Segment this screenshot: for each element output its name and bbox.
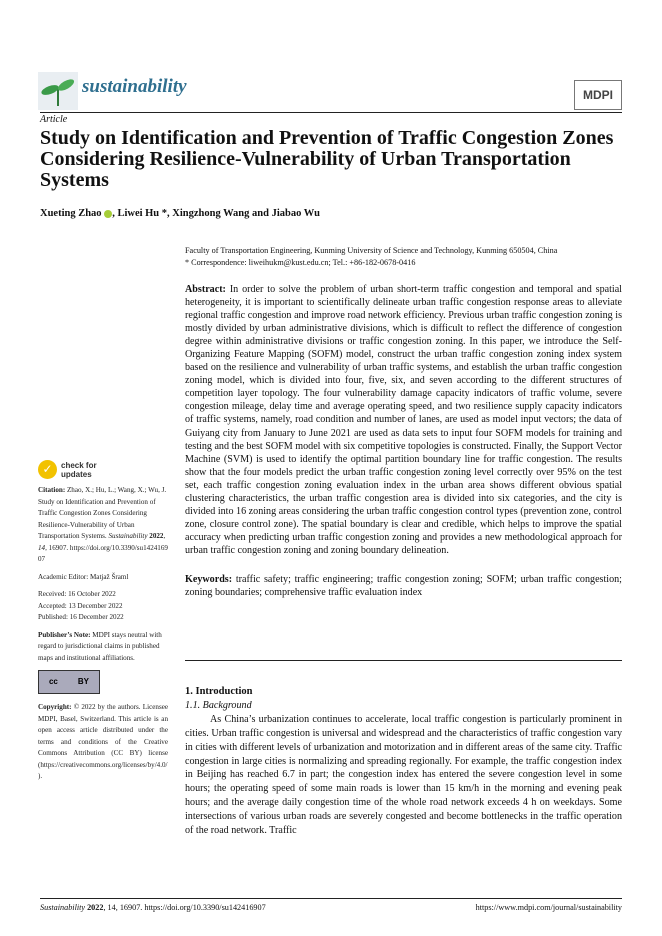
paper-title: Study on Identification and Prevention of Traffic Congestion Zones Considering Resilience-Vulnerability of Urban Transportation Systems (40, 127, 614, 191)
keywords (185, 573, 622, 599)
footer-citation (40, 903, 266, 912)
note-label: Publisher’s Note: (38, 630, 91, 639)
footer-doi[interactable]: , 14, 16907. https://doi.org/10.3390/su142416907 (103, 903, 266, 912)
keywords-text: traffic safety; traffic engineering; traffic congestion zoning; SOFM; urban traffic congestion; zoning boundaries; comprehensive traffic evaluation index (185, 573, 622, 599)
introduction-section (185, 685, 622, 838)
affiliation-block (185, 245, 557, 269)
checkmark-icon: ✓ (38, 460, 57, 479)
footer-journal: Sustainability (40, 903, 86, 912)
note-text: MDPI stays neutral with regard to jurisdictional claims in published maps and institutional affiliations. (38, 630, 162, 662)
cc-by-license-icon[interactable] (38, 670, 100, 694)
check-updates-line2: updates (61, 469, 92, 479)
abstract-text: In order to solve the problem of urban short-term traffic congestion and temporal and spatial heterogeneity, it is important to scientifically delineate urban traffic congestion response areas to alleviate regional traffic congestion and improve road network efficiency. Previous urban traffic congestion zoning is mostly divided by urban administrative divisions, which is difficult to reflect the difference of congestion degree within administrative divisions or traffic congestion zoning. In this paper, we introduce the Self-Organizing Feature Mapping (SOFM) model, construct the urban traffic congestion zoning index system based on the resilience and vulnerability of urban traffic systems, and establish the urban traffic congestion zoning model, which is divided into four, five, six, and seven according to the different structures of competition layer topology. The four vulnerability damage capacity indicators of traffic volume, severe congestion mileage, delay time and average operating speed, and two resilience supply capacity indicators of traffic systems, namely, road condition and number of lanes, are used as model input vectors; the data of Guiyang city from January to June 2021 are used as data sets to input four SOFM models for training and testing and the best SOFM model with six competitive topologies is constructed. Finally, the Support Vector Machine (SVM) is used to identify the optimal partition boundary line for traffic congestion. The results show that the four models predict the urban traffic congestion zoning level correctly over 95% on the test set, each traffic congestion zoning evaluation index in the urban area shows different obvious spatial clustering characteristics, the urban traffic congestion area is divided into six categories, and the city is divided into 16 zoning areas considering the urban traffic congestion control types (prevention zone, control zone, closure control zone). The spatial boundary is clear and credible, which helps to improve the spatial accuracy when predicting urban traffic congestion zoning and provides a new methodological approach for urban traffic congestion zoning and zoning boundary delineation. (185, 284, 622, 556)
published-date: Published: 16 December 2022 (38, 613, 124, 621)
by-text: BY (77, 677, 89, 687)
author-first: Xueting Zhao (40, 208, 102, 219)
footer-journal-url[interactable]: https://www.mdpi.com/journal/sustainability (475, 903, 622, 912)
cc-text: cc (48, 677, 58, 687)
keywords-label: Keywords: (185, 573, 233, 585)
body-paragraph: As China’s urbanization continues to accelerate, local traffic congestion is particularly prominent in cities. Urban traffic congestion is universal and widespread and the characteristics of traffic congestion vary in cities with different levels of urbanization and motorization and in different areas of the same city. Traffic congestion in large cities is normalizing and spreading regionally. For example, the traffic congestion index in Beijing has reached 6.7 in part; the congestion index has entered the severe congestion level in some hours; the operating speed of some main roads is lower than 15 km/h in the morning and evening peak hours; and the average daily congestion time of the whole road network exceeds 4 h on weekdays. Some intersections of various urban roads are severely congested and become bottlenecks in the traffic operation of the road network. Traffic (185, 713, 622, 837)
footer-year: 2022 (87, 903, 104, 912)
citation-text: Zhao, X.; Hu, L.; Wang, X.; Wu, J. Study on Identification and Prevention of Traffic Congestion Zones Considering Resilience-Vulnerability of Urban Transportation Systems. (38, 486, 167, 540)
check-for-updates-button[interactable] (38, 460, 168, 479)
journal-name: sustainability (82, 76, 187, 97)
affiliation: Faculty of Transportation Engineering, Kunming University of Science and Technology, Kunming 650504, China (185, 246, 558, 255)
copyright-text: © 2022 by the authors. Licensee MDPI, Basel, Switzerland. This article is an open access article distributed under the terms and conditions of the Creative Commons Attribution (CC BY) license (https://creativecommons.org/licenses/by/4.0/). (38, 703, 168, 780)
mdpi-logo: MDPI (574, 80, 622, 110)
correspondence: * Correspondence: liweihukm@kust.edu.cn; Tel.: +86-182-0678-0416 (185, 258, 416, 267)
citation-year: 2022 (149, 532, 164, 540)
sidebar (38, 460, 168, 789)
abstract-label: Abstract: (185, 284, 226, 295)
orcid-icon[interactable] (104, 210, 112, 218)
section-heading: 1. Introduction (185, 686, 253, 697)
article-type: Article (40, 114, 68, 125)
citation (38, 485, 168, 566)
citation-journal: Sustainability (108, 532, 148, 540)
academic-editor: Academic Editor: Matjaž Šraml (38, 572, 129, 581)
footer-divider (40, 898, 622, 899)
received-date: Received: 16 October 2022 (38, 590, 116, 598)
section-divider (185, 660, 622, 661)
author-list (40, 207, 320, 220)
abstract-block (185, 283, 622, 599)
citation-volume: , 14 (38, 532, 166, 552)
copyright (38, 702, 168, 783)
copyright-label: Copyright: (38, 703, 72, 711)
header-divider (40, 112, 622, 113)
author-rest: , Liwei Hu *, Xingzhong Wang and Jiabao Wu (112, 208, 320, 219)
subsection-heading: 1.1. Background (185, 699, 252, 711)
publishers-note (38, 630, 168, 665)
citation-doi-link[interactable]: , 16907. https://doi.org/10.3390/su142416907 (38, 543, 168, 563)
citation-label: Citation: (38, 486, 66, 494)
check-updates-line1: check for (61, 460, 97, 470)
abstract (185, 283, 622, 557)
dates (38, 589, 168, 624)
accepted-date: Accepted: 13 December 2022 (38, 601, 123, 610)
journal-logo-icon (38, 72, 78, 110)
